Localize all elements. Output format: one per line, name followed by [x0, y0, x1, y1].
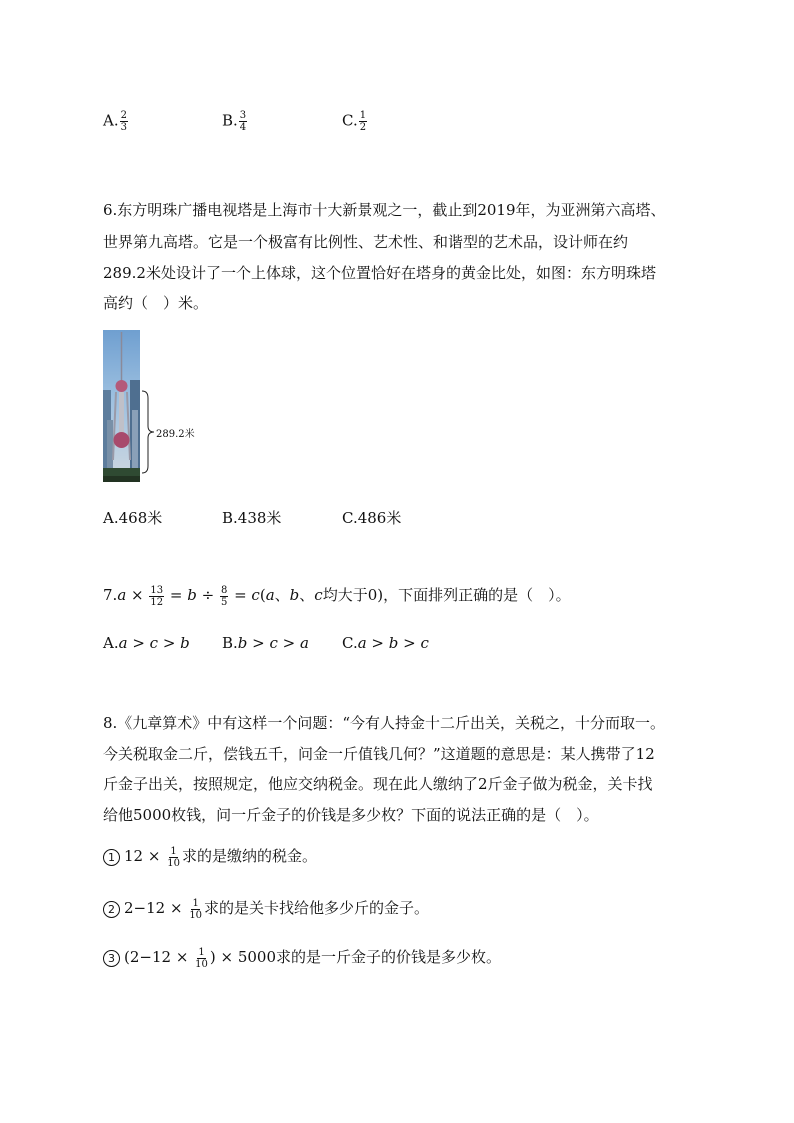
q5-option-a	[103, 110, 129, 133]
q7-option-c: C.a > b > c	[342, 634, 429, 652]
q7-option-a: A.a > c > b	[103, 634, 190, 652]
q5-option-c-label: C.	[342, 111, 358, 130]
q6-line-3: 289.2米处设计了一个上体球，这个位置恰好在塔身的黄金比处，如图：东方明珠塔	[103, 264, 656, 282]
q7-fraction-2: $\frac{8}{5}$	[220, 584, 228, 608]
q8-statement-1: 1 12 × $\frac{1}{10}$ 求的是缴纳的税金。	[103, 845, 317, 869]
q5-option-a-fraction: $\frac{2}{3}$	[120, 110, 127, 133]
q8-line-3: 斤金子出关，按照规定，他应交纳税金。现在此人缴纳了2斤金子做为税金，关卡找	[103, 775, 653, 793]
q8-line-1: 8.《九章算术》中有这样一个问题：“今有人持金十二斤出关，关税之，十分而取一。	[103, 714, 665, 732]
q8-line-2: 今关税取金二斤，偿钱五千，问金一斤值钱几何？”这道题的意思是：某人携带了12	[103, 745, 655, 763]
tower-illustration	[103, 330, 140, 482]
oriental-pearl-tower-photo	[103, 330, 140, 482]
height-bracket	[141, 390, 155, 474]
q6-line-4: 高约（ ）米。	[103, 294, 209, 312]
figure-height-label: 289.2米	[156, 429, 195, 440]
q5-option-b	[222, 110, 248, 133]
q8-line-4: 给他5000枚钱，问一斤金子的价钱是多少枚？下面的说法正确的是（ ）。	[103, 806, 599, 824]
q5-option-a-label: A.	[103, 111, 119, 130]
q6-option-b: B.438米	[222, 509, 282, 527]
circled-number-2: 2	[103, 901, 120, 918]
q5-option-c	[342, 110, 368, 133]
q6-line-2: 世界第九高塔。它是一个极富有比例性、艺术性、和谐型的艺术品，设计师在约	[103, 233, 629, 251]
q6-option-c: C.486米	[342, 509, 402, 527]
q6-option-a: A.468米	[103, 509, 163, 527]
q8-s2-fraction: $\frac{1}{10}$	[189, 897, 203, 921]
q8-s3-fraction: $\frac{1}{10}$	[195, 946, 208, 970]
q5-option-b-label: B.	[222, 111, 238, 130]
q5-option-c-fraction: $\frac{1}{2}$	[359, 110, 367, 133]
q8-statement-3: 3 (2−12 × $\frac{1}{10}$ ) × 5000求的是一斤金子的价钱是多少枚。	[103, 946, 501, 970]
circled-number-1: 1	[103, 849, 120, 866]
q7-stem: 7.a × $\frac{13}{12}$ = b ÷ $\frac{8}{5}$ = c(a、b、c均大于0)，下面排列正确的是（ ）。	[103, 584, 571, 608]
q8-statement-2: 2 2−12 × $\frac{1}{10}$ 求的是关卡找给他多少斤的金子。	[103, 897, 429, 921]
q7-fraction-1: $\frac{13}{12}$	[150, 584, 164, 608]
circled-number-3: 3	[103, 950, 120, 967]
q5-option-b-fraction: $\frac{3}{4}$	[239, 110, 247, 133]
q6-line-1: 6.东方明珠广播电视塔是上海市十大新景观之一，截止到2019年，为亚洲第六高塔、	[103, 201, 666, 219]
q8-s1-fraction: $\frac{1}{10}$	[167, 845, 180, 869]
q7-option-b: B.b > c > a	[222, 634, 309, 652]
